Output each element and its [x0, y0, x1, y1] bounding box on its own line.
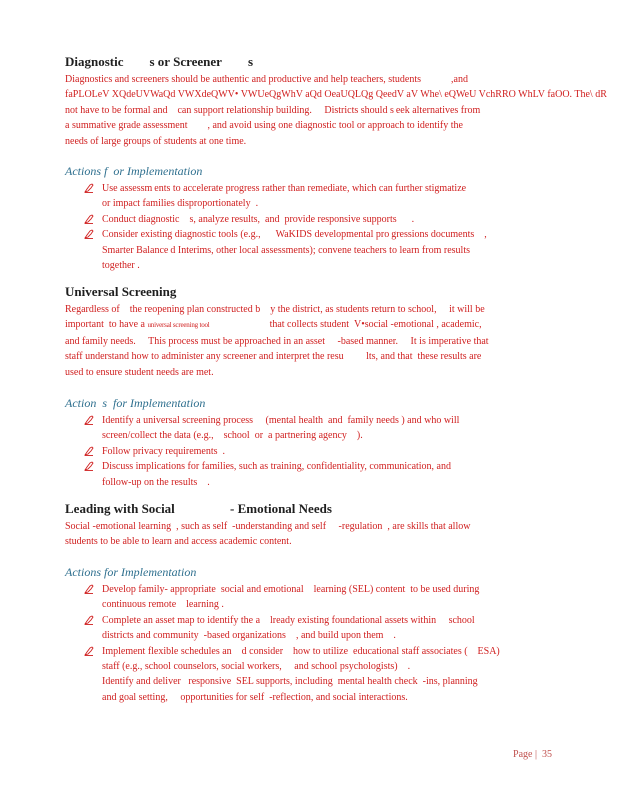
paragraph-line: students to be able to learn and access academic content.	[65, 536, 292, 548]
list-item-text: Use assessm ents to accelerate progress rather than remediate, which can further stigmatize	[102, 183, 467, 194]
writing-hand-icon	[84, 584, 94, 594]
list-item	[84, 227, 487, 273]
actions-list-universal-screening	[84, 413, 459, 490]
writing-hand-icon	[84, 446, 94, 456]
list-item	[84, 582, 500, 613]
list-item-text: screen/collect the data (e.g., school or a partnering agency ).	[102, 430, 363, 442]
social-emotional-paragraph	[65, 519, 613, 550]
list-item-text: follow-up on the results .	[102, 476, 210, 488]
page-number: Page | 35	[513, 749, 552, 760]
list-item-text: continuous remote learning .	[102, 599, 224, 611]
section-heading-social-emotional: Leading with Social - Emotional Needs	[65, 501, 332, 516]
list-item	[84, 413, 459, 444]
writing-hand-icon	[84, 646, 94, 656]
list-item	[84, 613, 500, 644]
list-item	[84, 459, 459, 490]
actions-heading-diagnostics: Actions f or Implementation	[65, 164, 203, 178]
list-item-text: or impact families disproportionately .	[102, 198, 259, 210]
paragraph-line: used to ensure student needs are met.	[65, 366, 214, 378]
list-item-text: Conduct diagnostic s, analyze results, and provide responsive supports .	[102, 213, 415, 225]
paragraph-line: not have to be formal and can support relationship building. Districts should s eek alternatives from	[65, 104, 481, 116]
diagnostics-paragraph	[65, 72, 613, 149]
list-item-text: Discuss implications for families, such as training, confidentiality, communication, and	[102, 461, 451, 473]
writing-hand-icon	[84, 461, 94, 471]
list-item	[84, 644, 500, 706]
list-item-text: Implement flexible schedules an d consider how to utilize educational staff associates ( ESA)	[102, 645, 500, 657]
list-item-text: Smarter Balance d Interims, other local assessments); convene teachers to learn from results	[102, 244, 470, 256]
list-item-text: Identify and deliver responsive SEL supports, including mental health check -ins, planning	[102, 676, 478, 688]
list-item-text: districts and community -based organizations , and build upon them .	[102, 630, 396, 642]
list-item-text: staff (e.g., school counselors, social workers, and school psychologists) .	[102, 661, 411, 673]
list-item-text: Complete an asset map to identify the a lready existing foundational assets within school	[102, 614, 475, 626]
actions-heading-social-emotional: Actions for Implementation	[65, 565, 197, 579]
paragraph-line: Social -emotional learning , such as self -understanding and self -regulation , are skills that allow	[65, 521, 471, 532]
paragraph-line: staff understand how to administer any screener and interpret the resu lts, and that these results are	[65, 351, 482, 363]
list-item-text: Identify a universal screening process (mental health and family needs ) and who will	[102, 415, 460, 426]
actions-list-diagnostics	[84, 181, 487, 273]
list-item-text: and goal setting, opportunities for self -reflection, and social interactions.	[102, 691, 408, 703]
writing-hand-icon	[84, 214, 94, 224]
paragraph-line: Diagnostics and screeners should be authentic and productive and help teachers, students ,and	[65, 74, 468, 85]
section-heading-diagnostics: Diagnostic s or Screener s	[65, 54, 253, 69]
paragraph-line: faPLOLeV XQdeUVWaQd VWXdeQWV• VWUeQgWhV aQd OeaUQLQg QeedV aV Whe\ eQWeU VchRRO WhLV faOO. The\ dR	[65, 89, 607, 101]
list-item-text: Consider existing diagnostic tools (e.g., WaKIDS developmental pro gressions documents ,	[102, 229, 487, 241]
list-item	[84, 444, 459, 459]
writing-hand-icon	[84, 229, 94, 239]
writing-hand-icon	[84, 183, 94, 193]
writing-hand-icon	[84, 415, 94, 425]
paragraph-line: a summative grade assessment , and avoid using one diagnostic tool or approach to identify the	[65, 120, 463, 132]
list-item-text: Follow privacy requirements .	[102, 445, 226, 457]
paragraph-line: important to have a universal screening tool that collects student V•social -emotional , academic,	[65, 319, 482, 331]
paragraph-line: and family needs. This process must be approached in an asset -based manner. It is imperative that	[65, 335, 489, 347]
list-item-text: Develop family- appropriate social and emotional learning (SEL) content to be used during	[102, 584, 480, 595]
writing-hand-icon	[84, 615, 94, 625]
universal-screening-paragraph	[65, 302, 613, 380]
paragraph-line: needs of large groups of students at one time.	[65, 135, 247, 147]
universal-screening-tool-term: universal screening tool	[147, 321, 210, 330]
list-item	[84, 181, 487, 212]
paragraph-line: Regardless of the reopening plan constructed b y the district, as students return to school, it will be	[65, 304, 485, 315]
section-heading-universal-screening: Universal Screening	[65, 284, 177, 299]
actions-heading-universal-screening: Action s for Implementation	[65, 396, 206, 410]
list-item-text: together .	[102, 260, 140, 272]
list-item	[84, 212, 487, 227]
actions-list-social-emotional	[84, 582, 500, 705]
